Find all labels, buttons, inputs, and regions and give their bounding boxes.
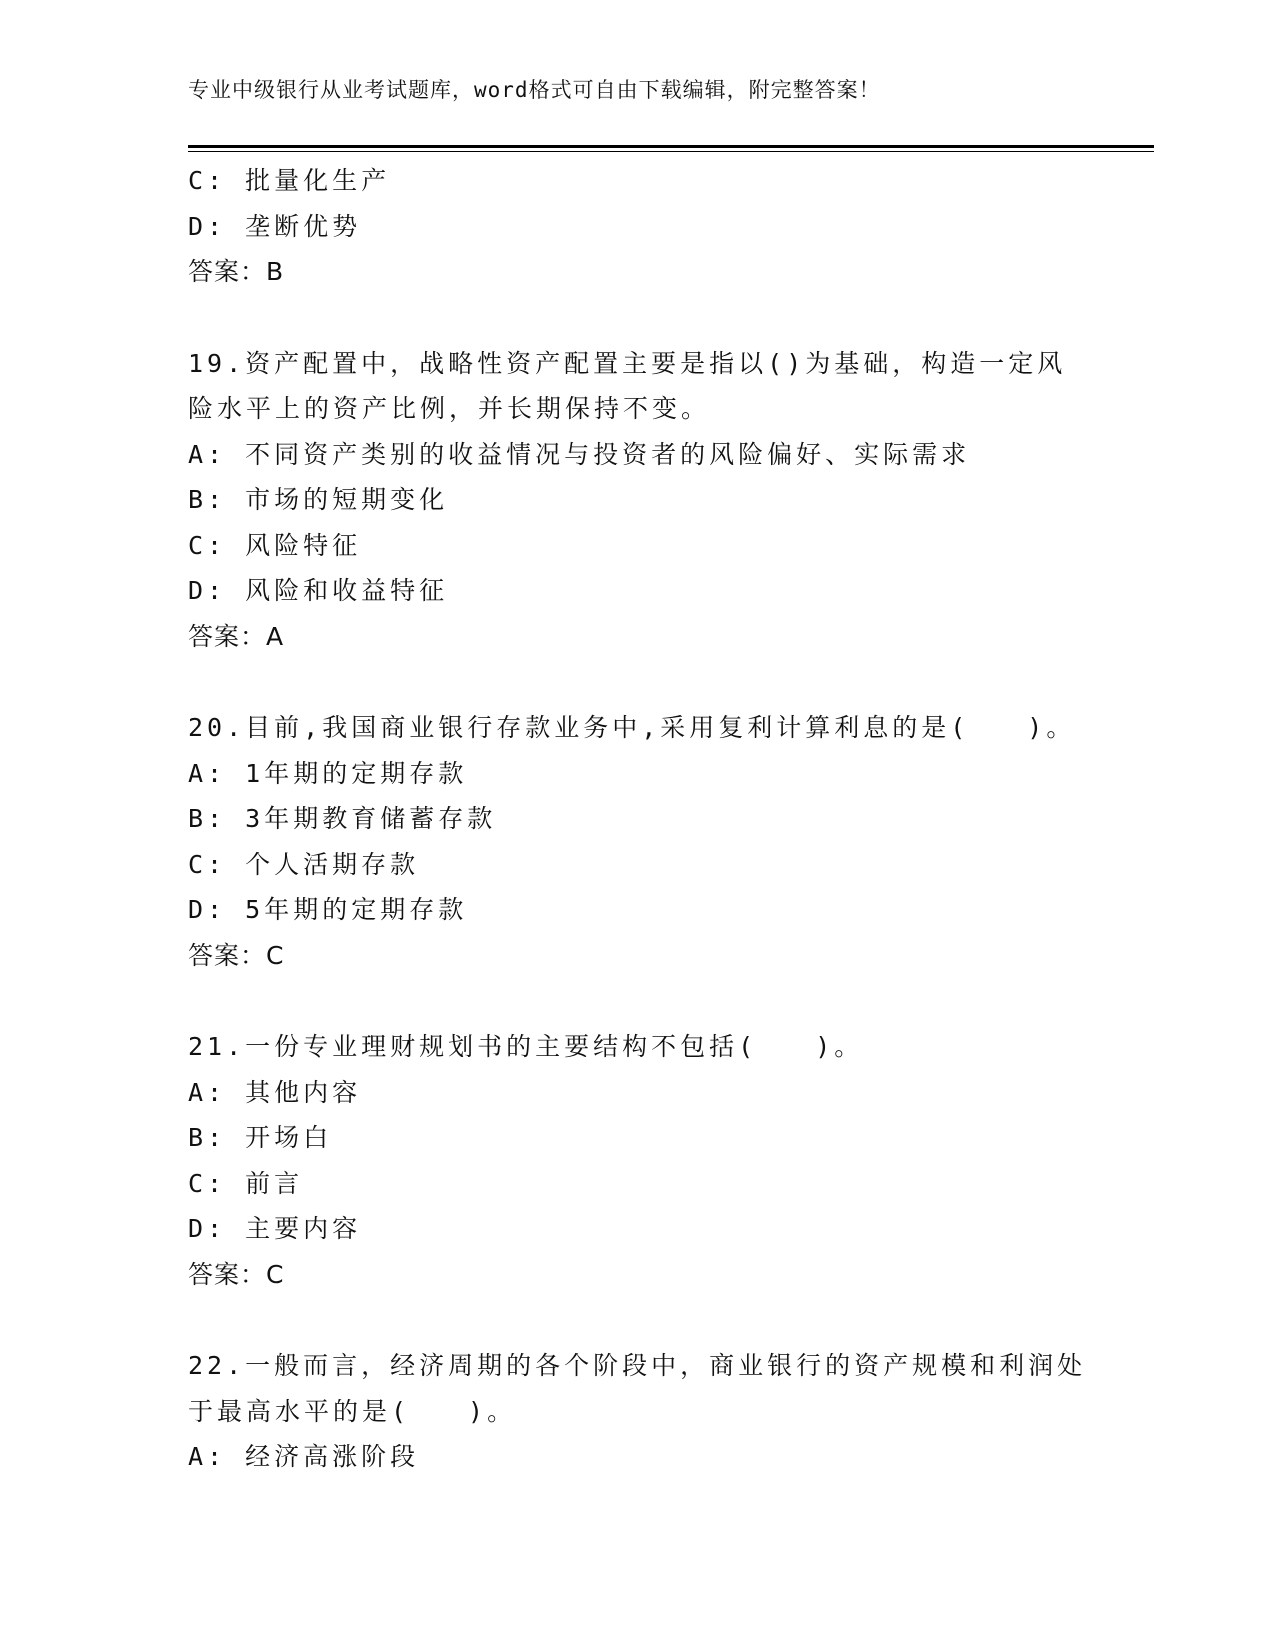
option-a: A: 经济高涨阶段	[188, 1442, 420, 1471]
option-b: B: 3年期教育储蓄存款	[188, 804, 497, 833]
answer-line: 答案：A	[188, 621, 285, 651]
question-stem: 19.资产配置中，战略性资产配置主要是指以()为基础，构造一定风	[188, 348, 1067, 378]
question-22	[188, 1343, 1088, 1480]
answer-line: 答案：B	[188, 257, 285, 286]
question-18-continuation	[188, 158, 1088, 295]
question-stem: 22.一般而言，经济周期的各个阶段中，商业银行的资产规模和利润处	[188, 1351, 1087, 1380]
option-c: C: 前言	[188, 1168, 304, 1198]
option-b: B: 市场的短期变化	[188, 485, 449, 514]
header-rule-thick	[188, 145, 1154, 148]
option-c: C: 风险特征	[188, 530, 362, 560]
question-21	[188, 1024, 1088, 1297]
option-d: D: 5年期的定期存款	[188, 895, 468, 924]
page-header: 专业中级银行从业考试题库，word格式可自由下载编辑，附完整答案！	[188, 78, 881, 102]
question-stem: 险水平上的资产比例，并长期保持不变。	[188, 394, 711, 423]
option-d: D: 风险和收益特征	[188, 576, 449, 605]
option-c: C: 批量化生产	[188, 166, 391, 195]
answer-line: 答案：C	[188, 940, 285, 970]
question-content	[188, 158, 1088, 1480]
option-a: A: 1年期的定期存款	[188, 758, 468, 788]
option-c: C: 个人活期存款	[188, 849, 420, 879]
option-a: A: 不同资产类别的收益情况与投资者的风险偏好、实际需求	[188, 439, 971, 469]
header-rule-thin	[188, 151, 1154, 152]
option-a: A: 其他内容	[188, 1077, 362, 1107]
question-20	[188, 705, 1088, 978]
question-19	[188, 341, 1088, 660]
option-d: D: 垄断优势	[188, 211, 362, 241]
question-stem: 20.目前,我国商业银行存款业务中,采用复利计算利息的是( )。	[188, 713, 1076, 742]
option-b: B: 开场白	[188, 1123, 333, 1152]
answer-line: 答案：C	[188, 1259, 285, 1289]
question-stem: 21.一份专业理财规划书的主要结构不包括( )。	[188, 1032, 864, 1061]
option-d: D: 主要内容	[188, 1214, 362, 1243]
question-stem: 于最高水平的是( )。	[188, 1396, 517, 1426]
